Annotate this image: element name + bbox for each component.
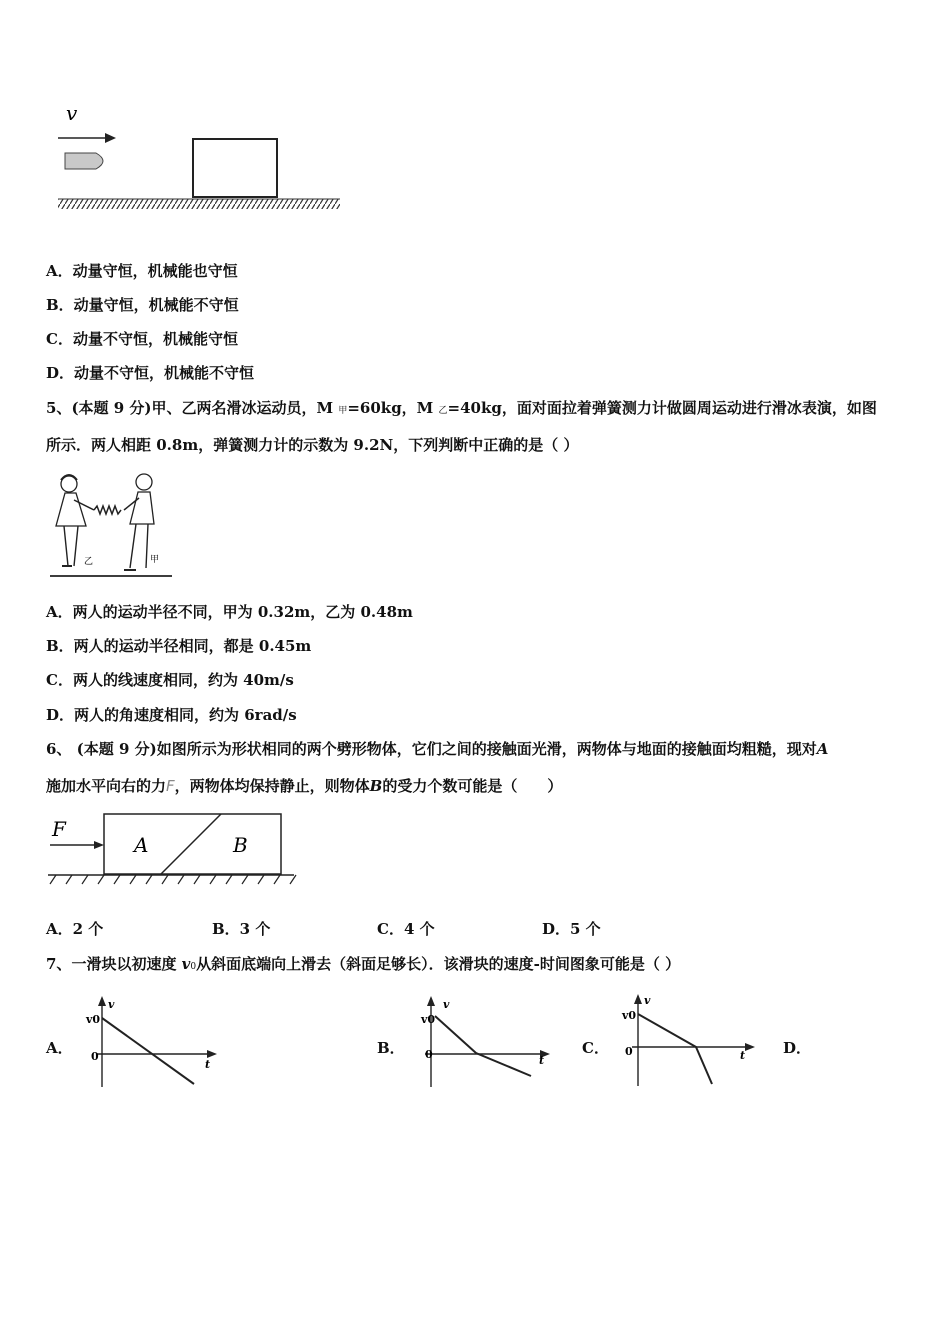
spring-scale [94,506,121,514]
q7-option-d: D． [783,1039,812,1057]
label-b: B [233,833,248,857]
q4-option-c: C．动量不守恒，机械能守恒 [46,330,238,348]
q5-option-b: B．两人的运动半径相同，都是 0.45m [46,637,312,655]
q7-option-a: A． [46,1039,73,1057]
velocity-label: v [66,101,78,125]
block [193,139,277,197]
q7-graph-b [411,992,556,1092]
svg-text:0: 0 [425,1048,433,1061]
velocity-line [435,1016,531,1076]
svg-text:t: t [740,1049,746,1062]
svg-text:v0: v0 [421,1013,436,1026]
q7-graph-a [82,992,222,1092]
q7-option-c: C． [582,1039,609,1057]
velocity-line [102,1018,194,1084]
q4-figure [50,100,350,220]
q5-option-d: D．两人的角速度相同，约为 6rad/s [46,706,297,724]
q7-graph-c [618,988,763,1092]
wedge-block [104,814,281,874]
q5-option-a: A．两人的运动半径不同，甲为 0.32m，乙为 0.48m [46,603,413,621]
svg-text:v0: v0 [622,1009,637,1022]
svg-text:0: 0 [625,1045,633,1058]
q4-option-d: D．动量不守恒，机械能不守恒 [46,364,255,382]
ground [58,199,340,209]
q5-stem-line1: 5、(本题 9 分)甲、乙两名滑冰运动员，M 甲=60kg，M 乙=40kg，面对面拉着弹簧测力计做圆周运动进行滑冰表演，如图 [46,399,877,417]
q5-stem-line2: 所示．两人相距 0.8m，弹簧测力计的示数为 9.2N，下列判断中正确的是（ ） [46,436,579,454]
svg-text:v: v [108,998,115,1011]
force-label: F [52,817,66,841]
bullet [65,153,103,169]
q7-stem: 7、一滑块以初速度 v0从斜面底端向上滑去（斜面足够长）．该滑块的速度-时间图象可能是（ ） [46,955,681,973]
label-yi: 乙 [84,557,94,567]
q5-option-c: C．两人的线速度相同，约为 40m/s [46,671,294,689]
svg-text:0: 0 [91,1050,99,1063]
q7-option-b: B． [377,1039,405,1057]
svg-text:t: t [539,1054,545,1067]
svg-text:v: v [644,994,651,1007]
q6-option-c: C．4 个 [377,920,435,938]
q6-option-b: B．3 个 [212,920,271,938]
svg-text:t: t [205,1058,211,1071]
velocity-line [638,1014,712,1084]
q6-stem-line1: 6、 (本题 9 分)如图所示为形状相同的两个劈形物体，它们之间的接触面光滑，两物体与地面的接触面均粗糙，现对A [46,740,829,758]
q4-option-a: A．动量守恒，机械能也守恒 [46,262,238,280]
svg-text:v0: v0 [86,1013,101,1026]
label-a: A [134,833,149,857]
svg-text:v: v [443,998,450,1011]
q6-stem-line2: 施加水平向右的力F，两物体均保持静止，则物体B的受力个数可能是（ ） [46,777,563,795]
label-jia: 甲 [150,555,160,565]
q4-option-b: B．动量守恒，机械能不守恒 [46,296,239,314]
q5-figure [46,468,176,583]
q6-option-a: A．2 个 [46,920,104,938]
q6-figure [46,808,298,890]
q6-option-d: D．5 个 [542,920,601,938]
